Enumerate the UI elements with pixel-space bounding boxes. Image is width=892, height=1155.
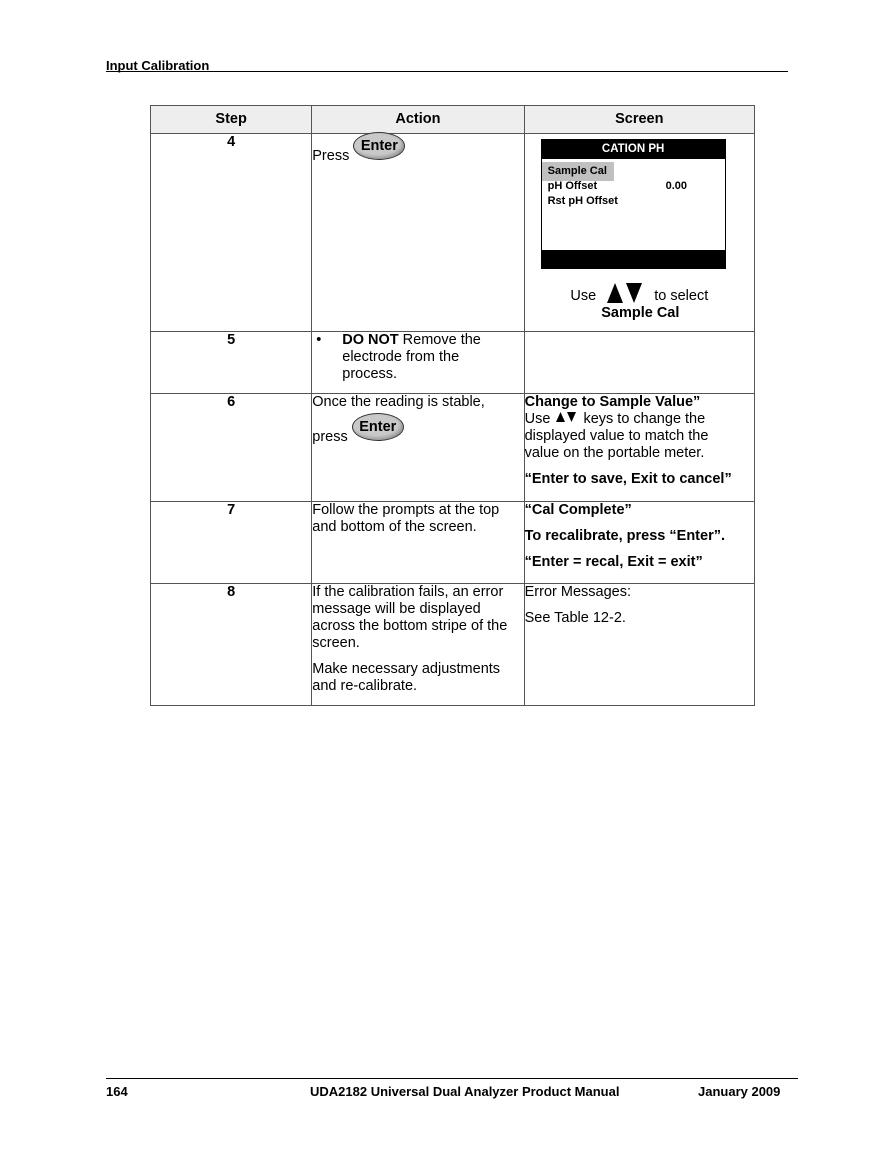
action-cell	[312, 134, 524, 332]
action-text-1: If the calibration fails, an error	[312, 584, 504, 600]
screen-cell	[524, 584, 754, 706]
table-row-step-5	[151, 332, 755, 394]
table-row-step-7	[151, 502, 755, 584]
lcd-title: CATION PH	[542, 140, 725, 159]
step-number: 6	[151, 394, 312, 502]
screen-cell	[524, 332, 754, 394]
lcd-menu-item-rst-ph-offset: Rst pH Offset	[547, 195, 618, 207]
header-step: Step	[151, 106, 312, 134]
action-text-1: Once the reading is stable,	[312, 394, 485, 410]
use-text: Use	[570, 288, 597, 304]
action-text: Press	[312, 148, 350, 164]
bullet-text-1: Remove the	[398, 332, 481, 348]
bullet-text-2: electrode from the	[342, 349, 460, 365]
screen-cell	[524, 394, 754, 502]
action-text-2: and bottom of the screen.	[312, 519, 477, 535]
action-text-3: across the bottom stripe of the	[312, 618, 508, 634]
action-text-2: press	[312, 429, 348, 445]
step-number: 7	[151, 502, 312, 584]
action-cell	[312, 502, 524, 584]
enter-key-icon: Enter	[353, 132, 405, 160]
to-select-text: to select	[654, 288, 709, 304]
step-number: 5	[151, 332, 312, 394]
table-row-step-4	[151, 134, 755, 332]
calibration-steps-table	[150, 105, 755, 706]
table-row-step-6	[151, 394, 755, 502]
step-number: 4	[151, 134, 312, 332]
warning-emphasis: DO NOT	[342, 332, 399, 348]
lcd-menu-item-ph-offset	[542, 179, 725, 194]
screen-cell	[524, 134, 754, 332]
bullet-item	[312, 332, 523, 383]
lcd-item-value: 0.00	[665, 180, 688, 192]
selection-label: Sample Cal	[601, 305, 680, 321]
table-row-step-8	[151, 584, 755, 706]
screen-text-2: See Table 12-2.	[524, 610, 626, 626]
up-down-arrows-icon	[606, 282, 644, 304]
manual-title: UDA2182 Universal Dual Analyzer Product Manual	[310, 1084, 620, 1099]
step-number: 8	[151, 584, 312, 706]
screen-prompt: “Enter to save, Exit to cancel”	[524, 471, 732, 487]
footer-rule	[106, 1078, 798, 1079]
screen-text-2: To recalibrate, press “Enter”.	[524, 528, 725, 544]
enter-key-icon: Enter	[352, 413, 404, 441]
screen-text-2: displayed value to match the	[524, 428, 709, 444]
screen-text-1: keys to change the	[583, 411, 706, 427]
screen-title: Change to Sample Value”	[524, 394, 701, 410]
screen-cell	[524, 502, 754, 584]
bullet-icon: •	[316, 332, 322, 348]
lcd-item-label: pH Offset	[547, 180, 598, 192]
action-text-6: and re-calibrate.	[312, 678, 418, 694]
action-text-1: Follow the prompts at the top	[312, 502, 500, 518]
screen-text-3: “Enter = recal, Exit = exit”	[524, 554, 703, 570]
page-number: 164	[106, 1084, 128, 1099]
table-header-row	[151, 106, 755, 134]
header-action: Action	[312, 106, 524, 134]
action-cell	[312, 394, 524, 502]
bullet-text-3: process.	[342, 366, 398, 382]
screen-text-1: Error Messages:	[524, 584, 631, 600]
screen-text-3: value on the portable meter.	[524, 445, 705, 461]
lcd-menu-item-sample-cal: Sample Cal	[542, 162, 614, 181]
action-cell	[312, 332, 524, 394]
header-screen: Screen	[524, 106, 754, 134]
lcd-display	[541, 139, 726, 269]
lcd-status-stripe	[542, 250, 725, 268]
action-text-4: screen.	[312, 635, 360, 651]
screen-use-text: Use	[524, 411, 551, 427]
section-title: Input Calibration	[106, 58, 210, 73]
header-rule	[106, 71, 788, 72]
screen-text-1: “Cal Complete”	[524, 502, 632, 518]
up-down-arrows-icon	[556, 411, 576, 423]
action-text-5: Make necessary adjustments	[312, 661, 501, 677]
action-cell	[312, 584, 524, 706]
action-text-2: message will be displayed	[312, 601, 481, 617]
footer-date: January 2009	[698, 1084, 781, 1099]
